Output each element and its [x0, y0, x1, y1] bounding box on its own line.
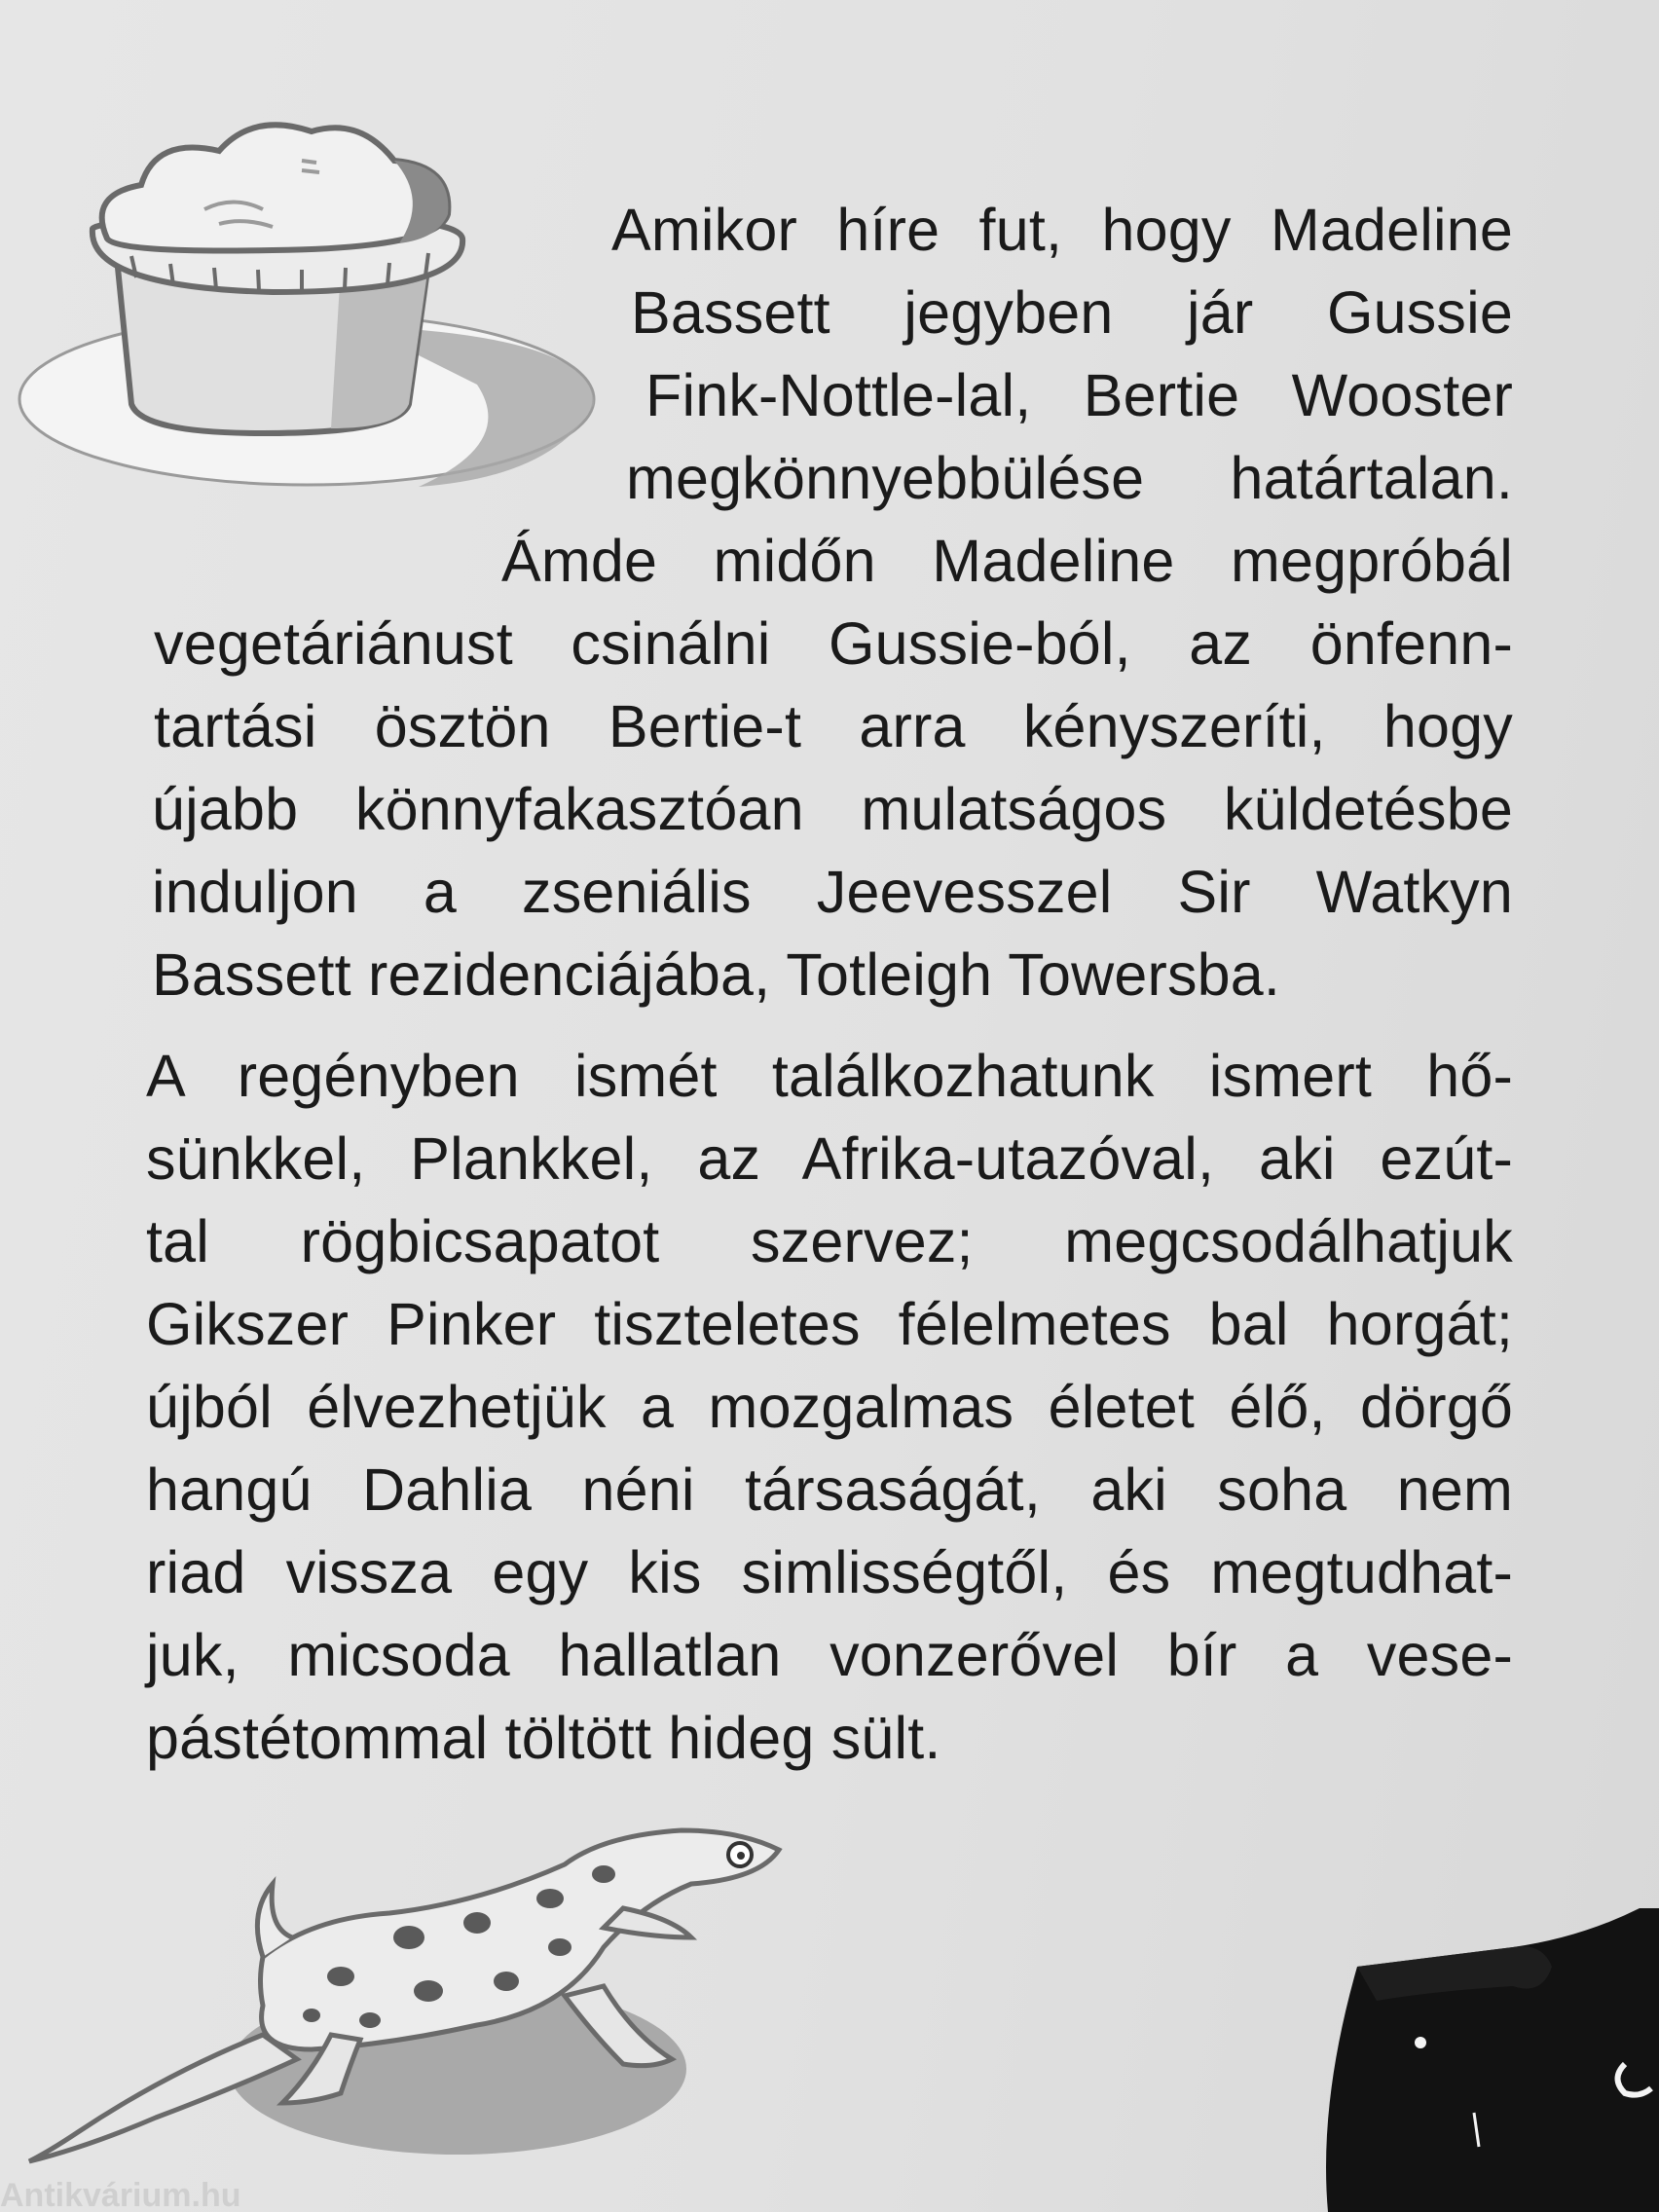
paragraph-2-line: juk, micsoda hallatlan vonzerővel bír a vese-	[146, 1622, 1513, 1688]
corner-illustration	[1289, 1908, 1659, 2212]
paragraph-1-line: vegetáriánust csinálni Gussie-ból, az önfenn-	[154, 610, 1513, 677]
paragraph-1-line: megkönnyebbülése határtalan.	[626, 445, 1513, 511]
paragraph-2-line: pástétommal töltött hideg sült.	[146, 1705, 941, 1771]
paragraph-2-line: sünkkel, Plankkel, az Afrika-utazóval, aki ezút-	[146, 1125, 1513, 1192]
paragraph-1-line: Bassett jegyben jár Gussie	[631, 279, 1513, 346]
paragraph-2-line: A regényben ismét találkozhatunk ismert hő-	[146, 1043, 1513, 1109]
paragraph-2-line: hangú Dahlia néni társaságát, aki soha nem	[146, 1456, 1513, 1523]
paragraph-2-line: újból élvezhetjük a mozgalmas életet élő, dörgő	[146, 1374, 1513, 1440]
footer-watermark: Antikvárium.hu	[0, 2177, 241, 2212]
paragraph-2-line: tal rögbicsapatot szervez; megcsodálhatjuk	[146, 1208, 1513, 1274]
paragraph-1-line: Bassett rezidenciájába, Totleigh Towersba.	[152, 941, 1281, 1008]
paragraph-2-line: Gikszer Pinker tiszteletes félelmetes bal horgát;	[146, 1291, 1513, 1357]
paragraph-1-line: induljon a zseniális Jeevesszel Sir Watkyn	[152, 859, 1513, 925]
paragraph-1-line: Ámde midőn Madeline megpróbál	[501, 528, 1513, 594]
paragraph-1-line: Fink-Nottle-lal, Bertie Wooster	[645, 362, 1513, 428]
paragraph-1-line: újabb könnyfakasztóan mulatságos küldetésbe	[152, 776, 1513, 842]
paragraph-1-line: Amikor híre fut, hogy Madeline	[611, 197, 1513, 263]
paragraph-2-line: riad vissza egy kis simlisségtől, és megtudhat-	[146, 1539, 1513, 1605]
paragraph-1-line: tartási ösztön Bertie-t arra kényszeríti, hogy	[154, 693, 1513, 759]
newt-illustration	[19, 1811, 837, 2181]
newt-body	[261, 1830, 780, 2049]
